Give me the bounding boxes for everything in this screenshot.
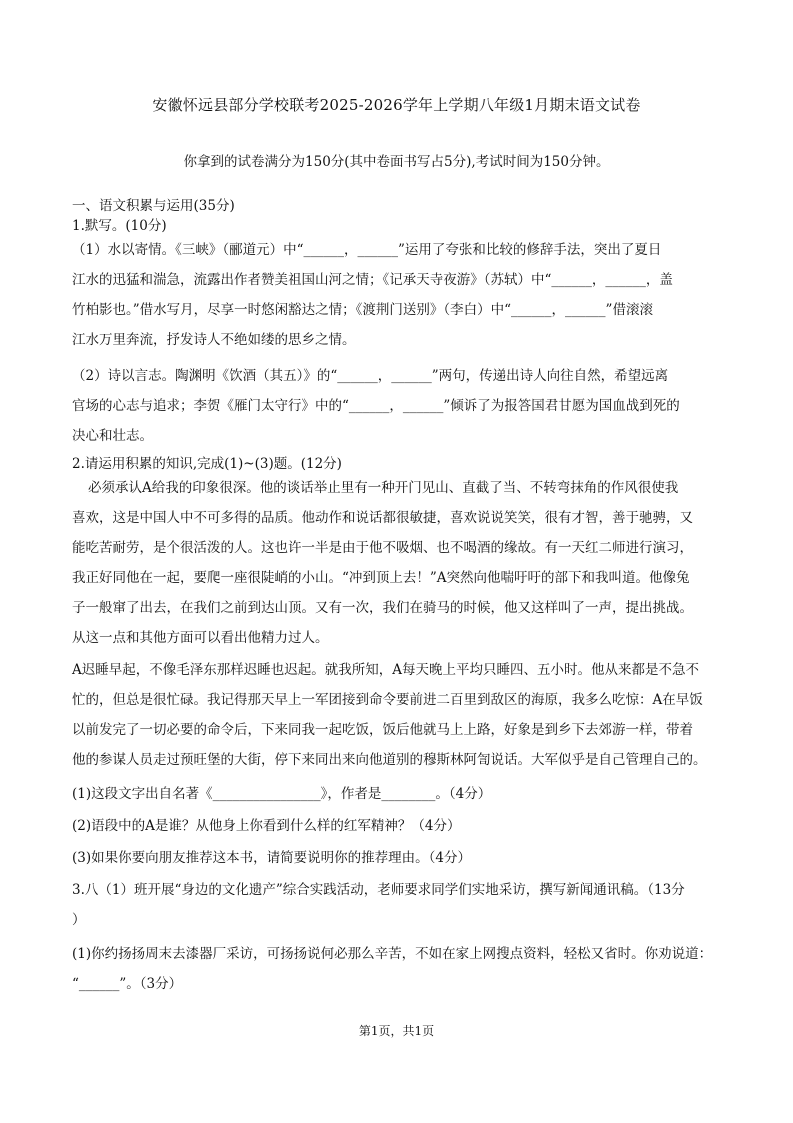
passage-line: 他的参谋人员走过预旺堡的大街，停下来同出来向他道别的穆斯林阿訇说话。大军似乎是自己管理自己的。 [72,752,707,768]
passage-line: 喜欢，这是中国人中不可多得的品质。他动作和说话都很敏捷，喜欢说说笑笑，很有才智，善于驰骋，又 [72,510,693,526]
section-heading: 一、语文积累与运用(35分) [72,198,235,214]
passage-line: A迟睡早起，不像毛泽东那样迟睡也迟起。就我所知，A每天晚上平均只睡四、五小时。他从来都是不急不 [72,662,699,678]
question-text: 官场的心志与追求；李贺《雁门太守行》中的“______，______”倾诉了为报答国君甘愿为国血战到死的 [72,398,680,414]
passage-line: 我正好同他在一起，要爬一座很陡峭的小山。“冲到顶上去！”A突然向他喘吁吁的部下和我叫道。他像兔 [72,570,690,586]
question-text: （1）水以寄情。《三峡》（郦道元）中“______，______”运用了夸张和比较的修辞手法，突出了夏日 [72,242,662,258]
passage-line: 能吃苦耐劳，是个很活泼的人。这也许一半是由于他不吸烟、也不喝酒的缘故。有一天红二师进行演习， [72,540,693,556]
question-text: 江水万里奔流，抒发诗人不绝如缕的思乡之情。 [72,332,356,348]
passage-line: 必须承认A给我的印象很深。他的谈话举止里有一种开门见山、直截了当、不转弯抹角的作风很使我 [88,480,679,496]
sub-question: (2)语段中的A是谁？从他身上你看到什么样的红军精神？（4分） [72,818,461,834]
question-heading: 3.八（1）班开展“身边的文化遗产”综合实践活动，老师要求同学们实地采访，撰写新闻通讯稿。（13分 [72,882,685,898]
sub-question: (1)你约扬扬周末去漆器厂采访，可扬扬说何必那么辛苦，不如在家上网搜点资料，轻松又省时。你劝说道： [72,946,713,962]
sub-question: “______”。（3分） [72,976,183,992]
passage-line: 从这一点和其他方面可以看出他精力过人。 [72,630,329,646]
page-title: 安徽怀远县部分学校联考2025-2026学年上学期八年级1月期末语文试卷 [152,96,641,114]
exam-instructions: 你拿到的试卷满分为150分(其中卷面书写占5分),考试时间为150分钟。 [183,154,610,170]
sub-question: (3)如果你要向朋友推荐这本书，请简要说明你的推荐理由。（4分） [72,850,471,866]
passage-line: 以前发完了一切必要的命令后，下来同我一起吃饭，饭后他就马上上路，好象是到乡下去郊游一样，带着 [72,722,693,738]
question-heading: ） [72,912,86,928]
question-text: （2）诗以言志。陶渊明《饮酒（其五）》的“______，______”两句，传递出诗人向往自然，希望远离 [72,368,669,384]
question-heading: 1.默写。(10分) [72,218,167,234]
question-heading: 2.请运用积累的知识,完成(1)~(3)题。(12分) [72,456,342,472]
question-text: 竹柏影也。”借水写月，尽享一时悠闲豁达之情；《渡荆门送别》（李白）中“______，______”借滚滚 [72,302,653,318]
question-text: 决心和壮志。 [72,428,153,444]
page-number: 第1页，共1页 [358,1024,435,1038]
question-text: 江水的迅猛和湍急，流露出作者赞美祖国山河之情；《记承天寺夜游》（苏轼）中“______，______，盖 [72,272,673,288]
passage-line: 子一般窜了出去，在我们之前到达山顶。又有一次，我们在骑马的时候，他又这样叫了一声，提出挑战。 [72,600,693,616]
passage-line: 忙的，但总是很忙碌。我记得那天早上一军团接到命令要前进二百里到敌区的海原，我多么吃惊：A在早饭 [72,692,703,708]
sub-question: (1)这段文字出自名著《________________》，作者是________。（4分） [72,786,492,802]
